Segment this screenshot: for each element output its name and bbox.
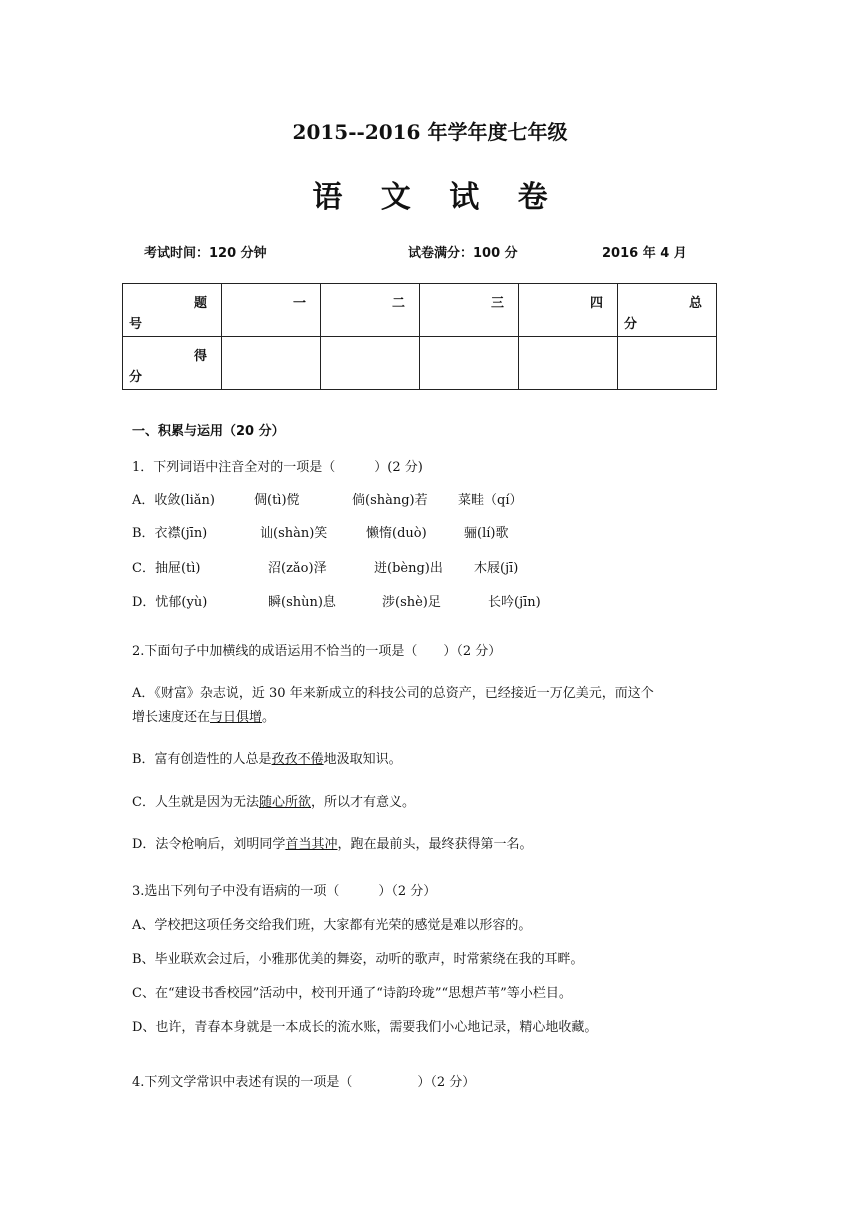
q2-option-b-idiom: 孜孜不倦 [271,752,324,767]
col-header-3-text: 三 [490,296,504,311]
q2-option-d-text: D．法令枪响后，刘明同学 [132,837,286,852]
q2-option-d-idiom: 首当其冲 [285,837,338,852]
section-1-title: 一、积累与运用（20 分） [132,424,285,439]
q1-option-c-4: 木屐(jī) [474,561,519,576]
score-label-cell [123,337,222,390]
q2-option-b-text: B．富有创造性的人总是 [132,752,272,767]
total-header-bottom: 分 [624,317,638,332]
q1-option-a-2: 倜(tì)傥 [254,493,300,508]
q3-option-b: B、毕业联欢会过后，小雅那优美的舞姿，动听的歌声，时常萦绕在我的耳畔。 [132,952,584,967]
col-header-4-text: 四 [589,296,603,311]
q1-option-d-4: 长吟(jīn) [488,595,541,610]
q2-option-a-text: 增长速度还在 [132,710,211,725]
q1-option-c-1: C．抽屉(tì) [132,561,201,576]
score-cell-1[interactable] [222,337,321,390]
score-cell-total[interactable] [618,337,717,390]
score-label-top: 得 [193,349,207,364]
q2-option-b-end: 地汲取知识。 [323,752,402,767]
q2-option-a-line1: A．《财富》杂志说，近 30 年来新成立的科技公司的总资产，已经接近一万亿美元，而这个 [132,686,654,701]
exam-date: 2016 年 4 月 [602,246,687,261]
q2-option-a-idiom: 与日俱增 [210,710,263,725]
score-table-score-row [123,337,717,390]
q2-option-c-end: ，所以才有意义。 [310,795,415,810]
q1-option-a-4: 菜畦（qí） [458,493,523,508]
q1-option-a-1: A．收敛(liǎn) [132,493,215,508]
exam-title-line1: 2015--2016 年学年度七年级 [292,120,568,144]
q1-option-b-4: 骊(lí)歌 [464,526,509,541]
q3-option-d: D、也许，青春本身就是一本成长的流水账，需要我们小心地记录，精心地收藏。 [132,1020,598,1035]
q1-option-c-2: 沼(zǎo)泽 [268,561,327,576]
score-cell-4[interactable] [519,337,618,390]
full-score: 试卷满分：100 分 [408,246,518,261]
q2-option-c-text: C．人生就是因为无法 [132,795,259,810]
q4-stem: 4.下列文学常识中表述有误的一项是（ ）（2 分） [132,1075,476,1090]
col-header-4 [519,284,618,337]
col-header-1-text: 一 [292,296,306,311]
row-label-bottom: 号 [129,317,143,332]
q2-option-d-end: ，跑在最前头，最终获得第一名。 [337,837,533,852]
q1-stem: 1．下列词语中注音全对的一项是（ ）(2 分) [132,460,423,475]
q3-stem: 3.选出下列句子中没有语病的一项（ ）（2 分） [132,884,437,899]
col-header-1 [222,284,321,337]
col-header-2 [321,284,420,337]
q1-option-b-2: 讪(shàn)笑 [260,526,328,541]
q1-option-b-3: 懒惰(duò) [366,526,427,541]
q1-option-d-2: 瞬(shùn)息 [268,595,336,610]
q2-option-a-end: 。 [262,710,276,725]
q1-option-b-1: B．衣襟(jīn) [132,526,208,541]
exam-time: 考试时间：120 分钟 [144,246,267,261]
q1-option-c-3: 迸(bèng)出 [374,561,443,576]
col-header-2-text: 二 [391,296,405,311]
col-header-3 [420,284,519,337]
score-table-header-row [123,284,717,337]
q2-option-d [132,833,532,852]
q2-option-b [132,748,402,767]
score-table [122,283,717,390]
q3-option-a: A、学校把这项任务交给我们班，大家都有光荣的感觉是难以形容的。 [132,918,532,933]
score-cell-3[interactable] [420,337,519,390]
score-label-bottom: 分 [129,370,143,385]
score-cell-2[interactable] [321,337,420,390]
total-header-cell [618,284,717,337]
total-header-top: 总 [688,296,702,311]
q1-option-a-3: 倘(shàng)若 [352,493,428,508]
q1-option-d-3: 涉(shè)足 [382,595,441,610]
row-label-top: 题 [193,296,207,311]
q2-option-c-idiom: 随心所欲 [258,795,311,810]
q2-option-c [132,791,415,810]
q1-option-d-1: D．忧郁(yù) [132,595,208,610]
q2-option-a-line2 [132,706,275,725]
q3-option-c: C、在“建设书香校园”活动中，校刊开通了“诗韵玲珑”“思想芦苇”等小栏目。 [132,986,572,1001]
row-label-cell [123,284,222,337]
exam-title-subject: 语 文 试 卷 [312,180,562,215]
q2-stem: 2.下面句子中加横线的成语运用不恰当的一项是（ ）（2 分） [132,644,502,659]
